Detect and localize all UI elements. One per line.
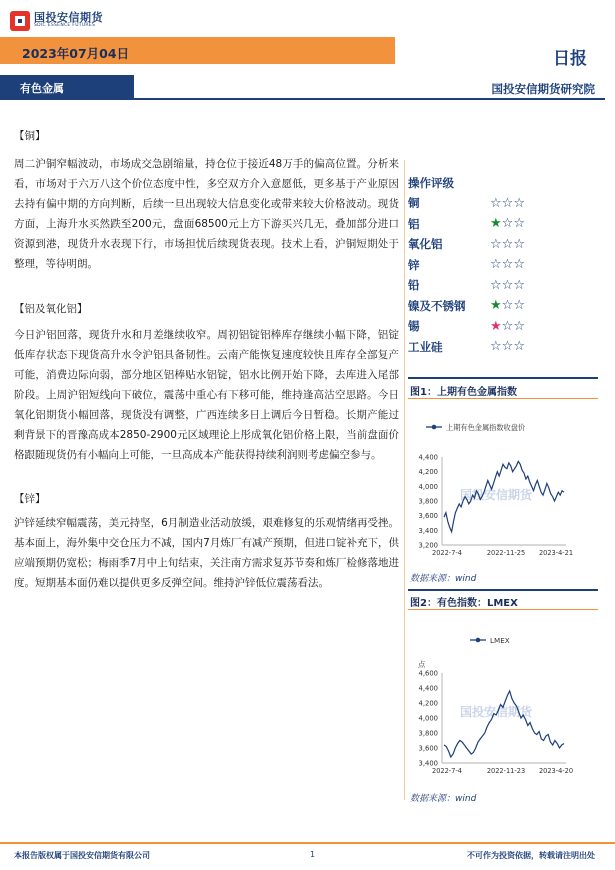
watermark-text: 国投安信期货 [460, 488, 533, 503]
rating-stars [490, 339, 525, 354]
rating-stars [490, 319, 525, 334]
empty-star-icon: ☆ [513, 277, 525, 293]
rating-name: 铝 [408, 216, 420, 231]
paragraph: 今日沪铝回落，现货升水和月差继续收窄。周初铝锭铝棒库存继续小幅下降，铝锭低库存状态下现货高升水令沪铝具备韧性。云南产能恢复速度较快且库存全部复产可能，消费边际向弱，部分地区铝棒贴水铝锭，铝水比例开始下降，去库进入尾部阶段。上周沪铝短线向下破位，震荡中重心有下移可能，维持逢高沽空思路。今日氧化铝期货小幅回落，现货没有调整，广西连续多日上调后今日暂稳。长期产能过剩背景下的晋豫高成本2850-2900元区域理论上彤成氧化铝价格上限，当前盘面价格跟随现货仍有小幅向上可能，一旦高成本产能获得持续利润则考虑偏空参与。 [14, 329, 399, 461]
chart-legend [470, 636, 510, 645]
x-tick-label: 2022-11-25 [486, 549, 526, 557]
rating-list [408, 193, 598, 357]
rating-row [408, 193, 598, 214]
empty-star-icon: ☆ [513, 257, 525, 273]
figure-1-source: 数据来源：wind [410, 574, 477, 584]
y-unit-label: 点 [418, 660, 426, 669]
rating-stars [490, 278, 525, 293]
report-type: 日报 [553, 49, 587, 69]
empty-star-icon: ☆ [513, 339, 525, 355]
empty-star-icon: ☆ [490, 195, 502, 211]
filled-star-icon: ★ [490, 298, 502, 314]
figure-2-source: 数据来源：wind [410, 794, 477, 804]
series-line [444, 691, 564, 757]
empty-star-icon: ☆ [490, 277, 502, 293]
logo-text: 国投安信期货 [34, 11, 103, 24]
empty-star-icon: ☆ [501, 339, 514, 355]
institute-name: 国投安信期货研究院 [491, 82, 595, 96]
section-body [14, 154, 399, 274]
legend-marker [432, 425, 437, 430]
figure-rule [408, 398, 598, 399]
empty-star-icon: ☆ [501, 277, 514, 293]
logo-subtext: SDIC ESSENCE FUTURES [34, 23, 96, 28]
chart-2 [408, 627, 598, 785]
legend-label: LMEX [490, 636, 510, 645]
rating-panel [408, 175, 598, 357]
rating-row [408, 275, 598, 296]
chart-1-svg [408, 405, 598, 565]
header-divider [0, 98, 605, 100]
rating-row [408, 214, 598, 235]
footer-copyright: 本报告版权属于国投安信期货有限公司 [14, 851, 150, 860]
footer-disclaimer: 不可作为投资依据，转载请注明出处 [467, 851, 595, 860]
paragraph: 周二沪铜窄幅波动，市场成交急剧缩量，持仓位于接近48万手的偏高位置。分析来看，市场对于六万八这个价位态度中性，多空双方介入意愿低，更多基于产业原因去持有偏中期的方向判断，后续一旦出现较大信息变化或带来较大价格波动。现货方面，上海升水买然跌至200元，盘面68500元上方下游买兴几无，叠加部分进口资源到港，现货升水表现下行，市场担忧后续现货表现。技术上看，沪铜短期处于整理，等待明朗。 [14, 158, 399, 270]
empty-star-icon: ☆ [490, 339, 502, 355]
rating-stars [490, 237, 525, 252]
empty-star-icon: ☆ [501, 236, 514, 252]
section-body [14, 513, 399, 593]
rating-row [408, 234, 598, 255]
y-tick-label: 3,400 [418, 526, 438, 535]
y-tick-label: 4,400 [418, 684, 438, 693]
x-tick-label: 2022-11-23 [486, 767, 526, 775]
chart-1 [408, 405, 598, 565]
y-tick-label: 4,000 [418, 482, 438, 491]
empty-star-icon: ☆ [513, 298, 525, 314]
empty-star-icon: ☆ [513, 216, 525, 232]
rating-title: 操作评级 [408, 176, 454, 190]
y-tick-label: 4,400 [418, 453, 438, 462]
empty-star-icon: ☆ [501, 216, 514, 232]
x-tick-label: 2023-4-20 [538, 767, 574, 775]
empty-star-icon: ☆ [513, 318, 525, 334]
section-body [14, 325, 399, 465]
rating-name: 铜 [408, 196, 420, 211]
legend-marker [476, 638, 481, 643]
rating-name: 锡 [408, 319, 420, 334]
rating-row [408, 337, 598, 358]
chart-2-svg [408, 627, 598, 785]
x-tick-label: 2022-7-4 [432, 767, 462, 775]
rating-name: 锌 [408, 257, 420, 272]
rating-stars [490, 216, 525, 231]
filled-star-icon: ★ [490, 318, 502, 334]
section-aluminium [14, 301, 399, 465]
rating-stars [490, 298, 525, 313]
figure-rule [408, 377, 598, 379]
empty-star-icon: ☆ [501, 298, 514, 314]
report-date: 2023年07月04日 [22, 46, 130, 61]
empty-star-icon: ☆ [501, 318, 514, 334]
y-tick-label: 3,800 [418, 729, 438, 738]
paragraph: 沪锌延续窄幅震荡，美元持坚，6月制造业活动放缓，艰难修复的乐观情绪再受挫。基本面上，海外集中交仓压力不减，国内7月炼厂有减产预期，但进口锭补充下，供应端预期仍宽松；梅雨季7月中上旬结束，关注南方需求复苏节奏和炼厂检修落地进度。短期基本面仍难以提供更多反弹空间。维持沪锌低位震荡看法。 [14, 517, 399, 589]
legend-label: 上期有色金属指数收盘价 [446, 423, 526, 432]
rating-row [408, 316, 598, 337]
filled-star-icon: ★ [490, 216, 502, 232]
empty-star-icon: ☆ [501, 257, 514, 273]
footer-divider [0, 842, 615, 844]
section-heading: 【铜】 [14, 130, 46, 142]
y-tick-label: 3,600 [418, 744, 438, 753]
rating-stars [490, 257, 525, 272]
empty-star-icon: ☆ [490, 257, 502, 273]
empty-star-icon: ☆ [490, 236, 502, 252]
y-tick-label: 4,000 [418, 714, 438, 723]
empty-star-icon: ☆ [513, 236, 525, 252]
section-zinc [14, 491, 399, 593]
figure-1-title: 图1：上期有色金属指数 [410, 387, 517, 398]
rating-name: 工业硅 [408, 339, 443, 354]
figure-2-title: 图2：有色指数：LMEX [410, 598, 518, 609]
chart-legend [426, 423, 525, 432]
section-heading: 【铝及氧化铝】 [14, 303, 88, 315]
rating-stars [490, 196, 525, 211]
rating-row [408, 296, 598, 317]
x-tick-label: 2023-4-21 [538, 549, 574, 557]
rating-name: 镍及不锈钢 [408, 298, 466, 313]
main-content [14, 128, 399, 593]
y-tick-label: 3,600 [418, 512, 438, 521]
rating-row [408, 255, 598, 276]
y-tick-label: 4,200 [418, 468, 438, 477]
logo-mark-icon [10, 11, 30, 31]
section-copper [14, 128, 399, 274]
rating-name: 铅 [408, 278, 420, 293]
rating-name: 氧化铝 [408, 237, 443, 252]
page-number: 1 [310, 850, 316, 859]
figure-rule [408, 589, 598, 591]
watermark-text: 国投安信期货 [460, 705, 533, 720]
y-tick-label: 3,800 [418, 497, 438, 506]
section-label: 有色金属 [20, 82, 64, 95]
x-tick-label: 2022-7-4 [432, 549, 462, 557]
y-tick-label: 4,600 [418, 669, 438, 678]
empty-star-icon: ☆ [513, 195, 525, 211]
y-tick-label: 3,200 [418, 541, 438, 550]
column-separator [404, 160, 405, 800]
figure-rule [408, 609, 598, 610]
y-tick-label: 4,200 [418, 699, 438, 708]
empty-star-icon: ☆ [501, 195, 514, 211]
section-heading: 【锌】 [14, 493, 46, 505]
y-tick-label: 3,400 [418, 759, 438, 768]
